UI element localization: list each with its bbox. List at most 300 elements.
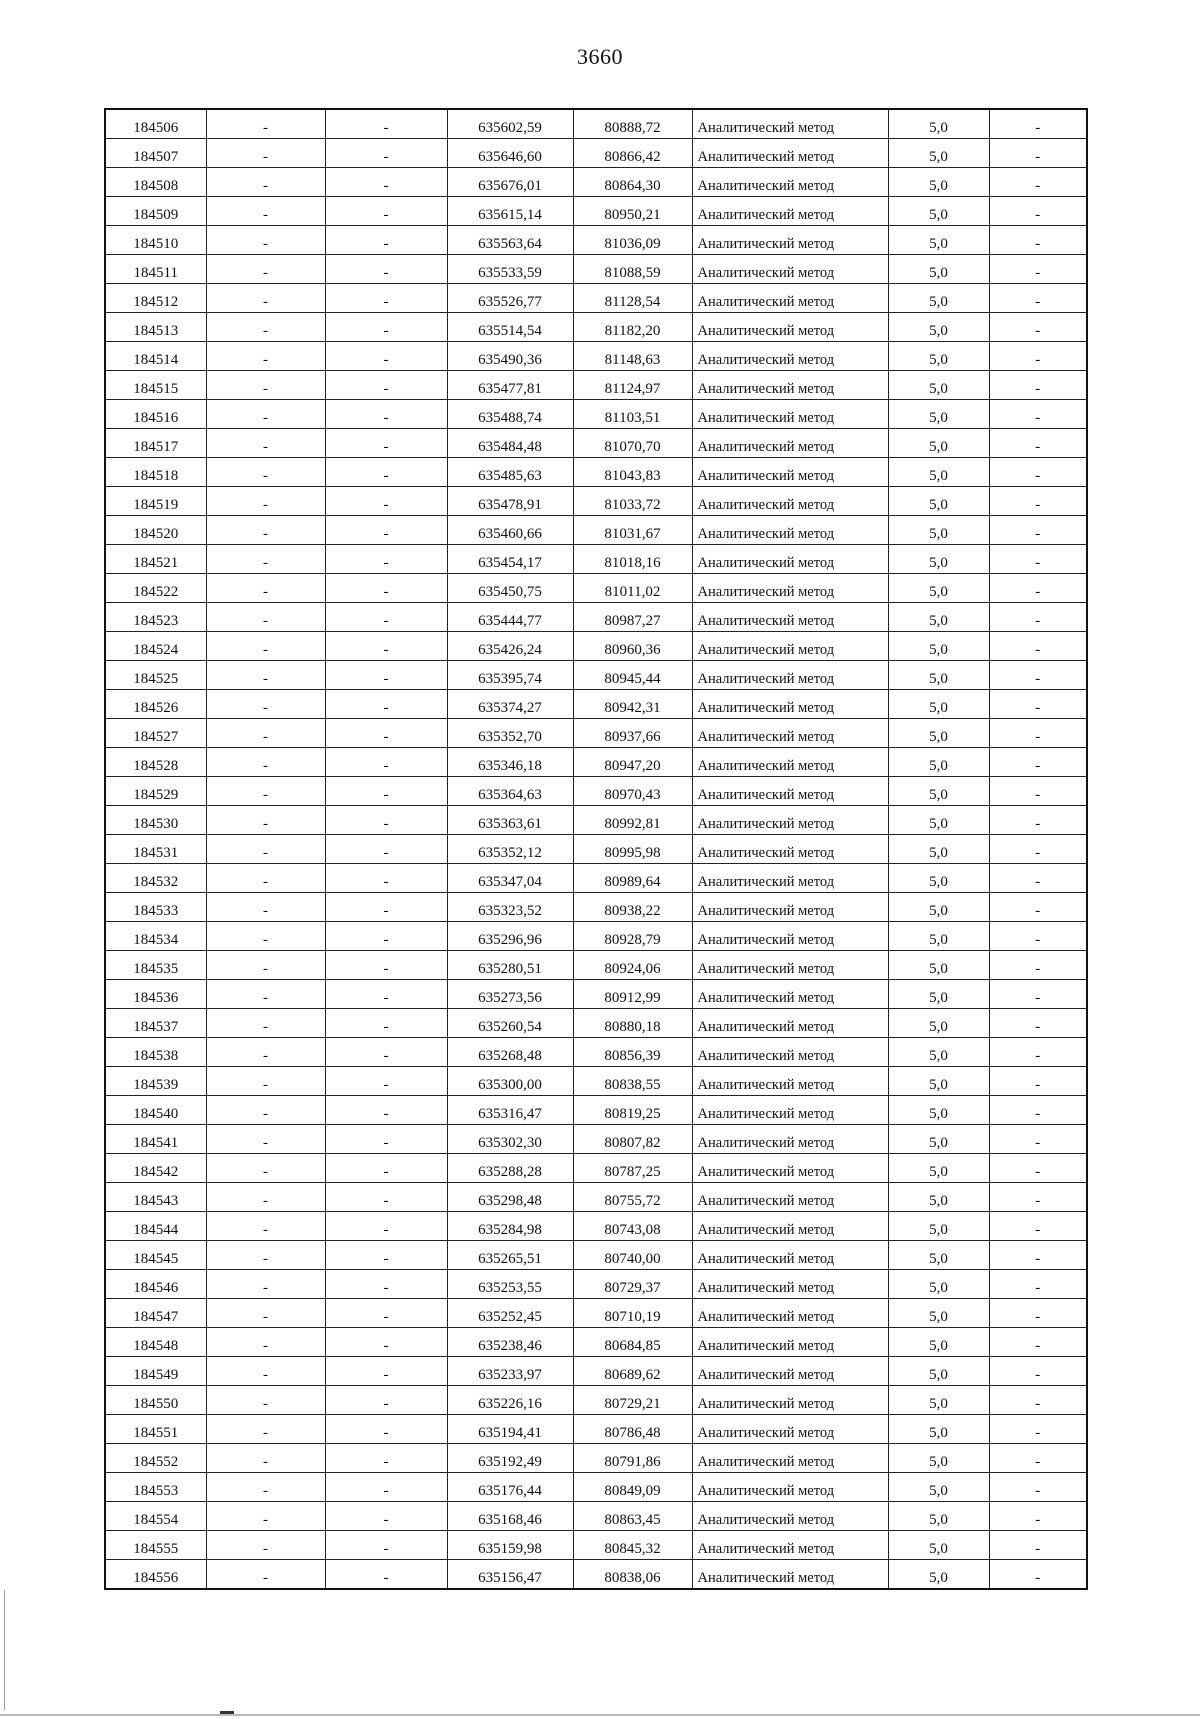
table-cell-point-number bbox=[105, 661, 206, 690]
table-row bbox=[105, 893, 1087, 922]
cell-text: - bbox=[383, 555, 389, 571]
cell-text: 184544 bbox=[133, 1222, 179, 1238]
table-cell-method bbox=[692, 1096, 888, 1125]
cell-text: 635176,44 bbox=[478, 1483, 542, 1499]
table-cell-x-coordinate bbox=[447, 1183, 573, 1212]
cell-text: Аналитический метод bbox=[697, 1396, 835, 1412]
cell-text: Аналитический метод bbox=[697, 381, 835, 397]
cell-text: Аналитический метод bbox=[697, 845, 835, 861]
cell-text: - bbox=[1035, 1483, 1041, 1499]
table-row bbox=[105, 458, 1087, 487]
table-cell-x-coordinate bbox=[447, 1502, 573, 1531]
table-row bbox=[105, 1444, 1087, 1473]
table-cell-method bbox=[692, 458, 888, 487]
table-cell-dash-cell bbox=[325, 835, 447, 864]
table-cell-accuracy bbox=[888, 284, 989, 313]
cell-text: 184514 bbox=[133, 352, 179, 368]
cell-text: 635526,77 bbox=[478, 294, 542, 310]
cell-text: - bbox=[263, 1106, 268, 1122]
cell-text: 635450,75 bbox=[478, 584, 542, 600]
cell-text: - bbox=[263, 787, 268, 803]
cell-text: - bbox=[1035, 1106, 1041, 1122]
table-cell-accuracy bbox=[888, 951, 989, 980]
cell-text: - bbox=[383, 613, 389, 629]
table-cell-dash-cell bbox=[325, 545, 447, 574]
table-cell-method bbox=[692, 1183, 888, 1212]
cell-text: 5,0 bbox=[929, 1425, 948, 1441]
table-cell-dash-cell bbox=[325, 864, 447, 893]
table-cell-dash-cell bbox=[989, 661, 1087, 690]
table-cell-x-coordinate bbox=[447, 661, 573, 690]
cell-text: Аналитический метод bbox=[697, 874, 835, 890]
table-cell-point-number bbox=[105, 1009, 206, 1038]
table-cell-x-coordinate bbox=[447, 1357, 573, 1386]
table-cell-method bbox=[692, 603, 888, 632]
cell-text: 635226,16 bbox=[478, 1396, 542, 1412]
table-row bbox=[105, 603, 1087, 632]
cell-text: 184520 bbox=[133, 526, 179, 542]
table-cell-dash-cell bbox=[989, 1415, 1087, 1444]
table-cell-point-number bbox=[105, 400, 206, 429]
table-cell-dash-cell bbox=[989, 835, 1087, 864]
table-cell-y-coordinate bbox=[573, 1183, 692, 1212]
cell-text: 5,0 bbox=[929, 1135, 948, 1151]
cell-text: 184525 bbox=[133, 671, 179, 687]
cell-text: Аналитический метод bbox=[697, 613, 835, 629]
cell-text: - bbox=[263, 961, 268, 977]
cell-text: Аналитический метод bbox=[697, 1251, 835, 1267]
cell-text: - bbox=[263, 497, 268, 513]
cell-text: 184552 bbox=[133, 1454, 179, 1470]
table-cell-dash-cell bbox=[325, 226, 447, 255]
table-cell-y-coordinate bbox=[573, 632, 692, 661]
table-cell-dash-cell bbox=[325, 487, 447, 516]
table-cell-x-coordinate bbox=[447, 806, 573, 835]
table-cell-x-coordinate bbox=[447, 429, 573, 458]
table-cell-point-number bbox=[105, 1502, 206, 1531]
cell-text: - bbox=[263, 1019, 268, 1035]
cell-text: 81033,72 bbox=[604, 497, 661, 513]
table-row bbox=[105, 1067, 1087, 1096]
table-cell-point-number bbox=[105, 1299, 206, 1328]
table-row bbox=[105, 516, 1087, 545]
table-cell-dash-cell bbox=[206, 893, 325, 922]
cell-text: 80729,37 bbox=[604, 1280, 661, 1296]
table-cell-dash-cell bbox=[325, 603, 447, 632]
table-cell-point-number bbox=[105, 574, 206, 603]
table-cell-y-coordinate bbox=[573, 226, 692, 255]
cell-text: 635478,91 bbox=[478, 497, 542, 513]
table-cell-dash-cell bbox=[206, 1038, 325, 1067]
cell-text: - bbox=[383, 874, 389, 890]
table-cell-method bbox=[692, 1328, 888, 1357]
cell-text: - bbox=[1035, 990, 1041, 1006]
table-cell-accuracy bbox=[888, 1183, 989, 1212]
table-cell-accuracy bbox=[888, 661, 989, 690]
cell-text: - bbox=[263, 1251, 268, 1267]
cell-text: - bbox=[383, 1077, 389, 1093]
cell-text: - bbox=[263, 1309, 268, 1325]
cell-text: Аналитический метод bbox=[697, 932, 835, 948]
table-row bbox=[105, 1299, 1087, 1328]
cell-text: 5,0 bbox=[929, 1541, 948, 1557]
table-cell-dash-cell bbox=[206, 864, 325, 893]
cell-text: Аналитический метод bbox=[697, 265, 835, 281]
cell-text: 184554 bbox=[133, 1512, 179, 1528]
table-cell-x-coordinate bbox=[447, 748, 573, 777]
cell-text: 81182,20 bbox=[604, 323, 661, 339]
cell-text: 184513 bbox=[133, 323, 179, 339]
cell-text: 5,0 bbox=[929, 352, 948, 368]
cell-text: 635238,46 bbox=[478, 1338, 542, 1354]
table-cell-accuracy bbox=[888, 835, 989, 864]
table-cell-dash-cell bbox=[206, 168, 325, 197]
cell-text: - bbox=[383, 1135, 389, 1151]
cell-text: - bbox=[263, 294, 268, 310]
cell-text: Аналитический метод bbox=[697, 990, 835, 1006]
cell-text: 5,0 bbox=[929, 816, 948, 832]
cell-text: 5,0 bbox=[929, 1367, 948, 1383]
table-cell-y-coordinate bbox=[573, 1270, 692, 1299]
table-cell-accuracy bbox=[888, 1038, 989, 1067]
cell-text: 184538 bbox=[133, 1048, 179, 1064]
cell-text: - bbox=[383, 178, 389, 194]
cell-text: - bbox=[263, 555, 268, 571]
table-cell-y-coordinate bbox=[573, 1009, 692, 1038]
cell-text: 80740,00 bbox=[604, 1251, 661, 1267]
table-row bbox=[105, 313, 1087, 342]
table-cell-dash-cell bbox=[206, 226, 325, 255]
cell-text: 81036,09 bbox=[604, 236, 661, 252]
cell-text: - bbox=[1035, 265, 1041, 281]
cell-text: 5,0 bbox=[929, 584, 948, 600]
cell-text: - bbox=[383, 1019, 389, 1035]
table-cell-x-coordinate bbox=[447, 168, 573, 197]
cell-text: - bbox=[263, 439, 268, 455]
table-cell-method bbox=[692, 951, 888, 980]
table-cell-x-coordinate bbox=[447, 1212, 573, 1241]
cell-text: 635602,59 bbox=[478, 120, 542, 136]
table-cell-dash-cell bbox=[206, 1386, 325, 1415]
cell-text: 80987,27 bbox=[604, 613, 661, 629]
table-cell-dash-cell bbox=[989, 429, 1087, 458]
table-cell-point-number bbox=[105, 1531, 206, 1560]
cell-text: 184523 bbox=[133, 613, 179, 629]
table-cell-dash-cell bbox=[989, 980, 1087, 1009]
cell-text: Аналитический метод bbox=[697, 584, 835, 600]
table-cell-method bbox=[692, 487, 888, 516]
table-cell-point-number bbox=[105, 719, 206, 748]
table-cell-dash-cell bbox=[206, 632, 325, 661]
cell-text: - bbox=[1035, 439, 1041, 455]
table-cell-y-coordinate bbox=[573, 574, 692, 603]
cell-text: - bbox=[1035, 1425, 1041, 1441]
cell-text: 635268,48 bbox=[478, 1048, 542, 1064]
table-cell-method bbox=[692, 1357, 888, 1386]
cell-text: - bbox=[1035, 468, 1041, 484]
table-cell-dash-cell bbox=[989, 226, 1087, 255]
table-cell-dash-cell bbox=[989, 1154, 1087, 1183]
table-cell-dash-cell bbox=[989, 313, 1087, 342]
table-cell-accuracy bbox=[888, 1531, 989, 1560]
table-cell-dash-cell bbox=[989, 1038, 1087, 1067]
table-cell-y-coordinate bbox=[573, 1241, 692, 1270]
cell-text: - bbox=[263, 613, 268, 629]
cell-text: 184508 bbox=[133, 178, 179, 194]
table-cell-dash-cell bbox=[989, 255, 1087, 284]
cell-text: - bbox=[263, 236, 268, 252]
cell-text: - bbox=[383, 294, 389, 310]
cell-text: 80866,42 bbox=[604, 149, 661, 165]
cell-text: 80928,79 bbox=[604, 932, 661, 948]
table-cell-y-coordinate bbox=[573, 1038, 692, 1067]
cell-text: 184545 bbox=[133, 1251, 179, 1267]
cell-text: - bbox=[383, 816, 389, 832]
table-cell-method bbox=[692, 1038, 888, 1067]
table-cell-point-number bbox=[105, 690, 206, 719]
table-cell-y-coordinate bbox=[573, 1386, 692, 1415]
table-cell-method bbox=[692, 1270, 888, 1299]
table-cell-accuracy bbox=[888, 168, 989, 197]
table-row bbox=[105, 1328, 1087, 1357]
table-cell-x-coordinate bbox=[447, 1009, 573, 1038]
cell-text: 5,0 bbox=[929, 149, 948, 165]
cell-text: 80819,25 bbox=[604, 1106, 661, 1122]
table-cell-accuracy bbox=[888, 313, 989, 342]
cell-text: Аналитический метод bbox=[697, 410, 835, 426]
table-cell-y-coordinate bbox=[573, 893, 692, 922]
table-cell-y-coordinate bbox=[573, 1212, 692, 1241]
table-cell-x-coordinate bbox=[447, 835, 573, 864]
cell-text: 184537 bbox=[133, 1019, 179, 1035]
table-cell-dash-cell bbox=[325, 516, 447, 545]
table-cell-dash-cell bbox=[989, 1125, 1087, 1154]
cell-text: 635460,66 bbox=[478, 526, 542, 542]
cell-text: Аналитический метод bbox=[697, 1222, 835, 1238]
cell-text: - bbox=[1035, 642, 1041, 658]
table-cell-dash-cell bbox=[206, 1444, 325, 1473]
cell-text: 635168,46 bbox=[478, 1512, 542, 1528]
cell-text: 635646,60 bbox=[478, 149, 542, 165]
cell-text: Аналитический метод bbox=[697, 1106, 835, 1122]
cell-text: - bbox=[263, 903, 268, 919]
table-cell-dash-cell bbox=[206, 545, 325, 574]
cell-text: 80924,06 bbox=[604, 961, 661, 977]
cell-text: - bbox=[263, 729, 268, 745]
table-cell-method bbox=[692, 690, 888, 719]
cell-text: Аналитический метод bbox=[697, 671, 835, 687]
cell-text: - bbox=[1035, 758, 1041, 774]
cell-text: - bbox=[263, 1483, 268, 1499]
table-cell-point-number bbox=[105, 545, 206, 574]
table-cell-point-number bbox=[105, 893, 206, 922]
table-cell-point-number bbox=[105, 1386, 206, 1415]
table-row bbox=[105, 1009, 1087, 1038]
table-cell-dash-cell bbox=[325, 1067, 447, 1096]
cell-text: - bbox=[383, 1280, 389, 1296]
table-cell-dash-cell bbox=[325, 806, 447, 835]
cell-text: Аналитический метод bbox=[697, 1077, 835, 1093]
table-cell-x-coordinate bbox=[447, 109, 573, 139]
cell-text: - bbox=[1035, 120, 1041, 136]
table-cell-point-number bbox=[105, 951, 206, 980]
table-cell-dash-cell bbox=[325, 1531, 447, 1560]
cell-text: - bbox=[383, 729, 389, 745]
table-row bbox=[105, 980, 1087, 1009]
cell-text: 635444,77 bbox=[478, 613, 542, 629]
cell-text: - bbox=[1035, 584, 1041, 600]
cell-text: 5,0 bbox=[929, 468, 948, 484]
table-cell-y-coordinate bbox=[573, 980, 692, 1009]
cell-text: 5,0 bbox=[929, 874, 948, 890]
cell-text: 80995,98 bbox=[604, 845, 661, 861]
cell-text: - bbox=[263, 468, 268, 484]
cell-text: - bbox=[1035, 613, 1041, 629]
cell-text: - bbox=[263, 1164, 268, 1180]
table-row bbox=[105, 1502, 1087, 1531]
cell-text: Аналитический метод bbox=[697, 1454, 835, 1470]
table-cell-point-number bbox=[105, 603, 206, 632]
table-cell-dash-cell bbox=[989, 632, 1087, 661]
cell-text: - bbox=[383, 1396, 389, 1412]
cell-text: - bbox=[1035, 1019, 1041, 1035]
table-cell-dash-cell bbox=[325, 458, 447, 487]
table-cell-x-coordinate bbox=[447, 1444, 573, 1473]
table-cell-dash-cell bbox=[325, 284, 447, 313]
cell-text: 184550 bbox=[133, 1396, 179, 1412]
table-cell-method bbox=[692, 835, 888, 864]
cell-text: 184516 bbox=[133, 410, 179, 426]
cell-text: Аналитический метод bbox=[697, 1280, 835, 1296]
table-cell-method bbox=[692, 516, 888, 545]
table-cell-dash-cell bbox=[325, 980, 447, 1009]
table-cell-x-coordinate bbox=[447, 864, 573, 893]
cell-text: 5,0 bbox=[929, 1338, 948, 1354]
table-cell-dash-cell bbox=[206, 980, 325, 1009]
table-cell-dash-cell bbox=[206, 487, 325, 516]
table-cell-method bbox=[692, 980, 888, 1009]
table-cell-dash-cell bbox=[989, 864, 1087, 893]
cell-text: 80856,39 bbox=[604, 1048, 661, 1064]
table-row bbox=[105, 1154, 1087, 1183]
cell-text: 80710,19 bbox=[604, 1309, 661, 1325]
table-cell-dash-cell bbox=[325, 1560, 447, 1590]
table-cell-accuracy bbox=[888, 690, 989, 719]
table-cell-dash-cell bbox=[989, 1502, 1087, 1531]
cell-text: - bbox=[263, 584, 268, 600]
cell-text: 635233,97 bbox=[478, 1367, 542, 1383]
table-cell-point-number bbox=[105, 1560, 206, 1590]
cell-text: 635374,27 bbox=[478, 700, 542, 716]
cell-text: - bbox=[263, 1338, 268, 1354]
table-cell-accuracy bbox=[888, 342, 989, 371]
cell-text: 184515 bbox=[133, 381, 179, 397]
cell-text: 80845,32 bbox=[604, 1541, 661, 1557]
cell-text: 80960,36 bbox=[604, 642, 661, 658]
table-cell-x-coordinate bbox=[447, 371, 573, 400]
cell-text: - bbox=[383, 990, 389, 1006]
cell-text: - bbox=[1035, 352, 1041, 368]
cell-text: - bbox=[263, 352, 268, 368]
cell-text: Аналитический метод bbox=[697, 1570, 835, 1586]
table-cell-method bbox=[692, 429, 888, 458]
table-row bbox=[105, 168, 1087, 197]
cell-text: - bbox=[1035, 1164, 1041, 1180]
cell-text: 80849,09 bbox=[604, 1483, 661, 1499]
table-cell-x-coordinate bbox=[447, 690, 573, 719]
cell-text: - bbox=[263, 410, 268, 426]
cell-text: - bbox=[383, 120, 389, 136]
cell-text: 184510 bbox=[133, 236, 179, 252]
table-cell-x-coordinate bbox=[447, 777, 573, 806]
table-cell-point-number bbox=[105, 109, 206, 139]
table-cell-y-coordinate bbox=[573, 1502, 692, 1531]
table-row bbox=[105, 806, 1087, 835]
table-cell-dash-cell bbox=[206, 1502, 325, 1531]
table-cell-accuracy bbox=[888, 226, 989, 255]
table-cell-accuracy bbox=[888, 1473, 989, 1502]
cell-text: Аналитический метод bbox=[697, 642, 835, 658]
cell-text: Аналитический метод bbox=[697, 1135, 835, 1151]
table-cell-dash-cell bbox=[206, 1357, 325, 1386]
table-cell-dash-cell bbox=[989, 139, 1087, 168]
cell-text: - bbox=[263, 1541, 268, 1557]
table-cell-dash-cell bbox=[206, 922, 325, 951]
table-cell-dash-cell bbox=[325, 922, 447, 951]
cell-text: 5,0 bbox=[929, 323, 948, 339]
table-cell-dash-cell bbox=[325, 719, 447, 748]
cell-text: - bbox=[1035, 1280, 1041, 1296]
cell-text: 80912,99 bbox=[604, 990, 661, 1006]
table-cell-accuracy bbox=[888, 893, 989, 922]
table-cell-dash-cell bbox=[206, 777, 325, 806]
cell-text: - bbox=[263, 758, 268, 774]
cell-text: - bbox=[263, 1425, 268, 1441]
cell-text: 635316,47 bbox=[478, 1106, 542, 1122]
table-cell-dash-cell bbox=[989, 516, 1087, 545]
cell-text: Аналитический метод bbox=[697, 1338, 835, 1354]
cell-text: - bbox=[1035, 207, 1041, 223]
table-cell-dash-cell bbox=[325, 748, 447, 777]
cell-text: 5,0 bbox=[929, 439, 948, 455]
table-cell-point-number bbox=[105, 980, 206, 1009]
table-cell-y-coordinate bbox=[573, 284, 692, 313]
cell-text: - bbox=[1035, 1541, 1041, 1557]
table-cell-method bbox=[692, 226, 888, 255]
table-cell-y-coordinate bbox=[573, 255, 692, 284]
table-cell-dash-cell bbox=[325, 1270, 447, 1299]
table-cell-point-number bbox=[105, 1038, 206, 1067]
table-cell-point-number bbox=[105, 371, 206, 400]
table-cell-point-number bbox=[105, 487, 206, 516]
cell-text: - bbox=[1035, 787, 1041, 803]
table-cell-y-coordinate bbox=[573, 1473, 692, 1502]
table-cell-accuracy bbox=[888, 748, 989, 777]
cell-text: - bbox=[383, 149, 389, 165]
table-cell-dash-cell bbox=[325, 342, 447, 371]
table-cell-y-coordinate bbox=[573, 1096, 692, 1125]
table-cell-point-number bbox=[105, 139, 206, 168]
cell-text: - bbox=[1035, 526, 1041, 542]
table-cell-dash-cell bbox=[325, 1154, 447, 1183]
table-cell-accuracy bbox=[888, 1560, 989, 1590]
table-cell-dash-cell bbox=[206, 835, 325, 864]
table-cell-method bbox=[692, 893, 888, 922]
table-cell-x-coordinate bbox=[447, 1154, 573, 1183]
cell-text: 635426,24 bbox=[478, 642, 542, 658]
cell-text: - bbox=[263, 816, 268, 832]
table-cell-dash-cell bbox=[206, 1009, 325, 1038]
